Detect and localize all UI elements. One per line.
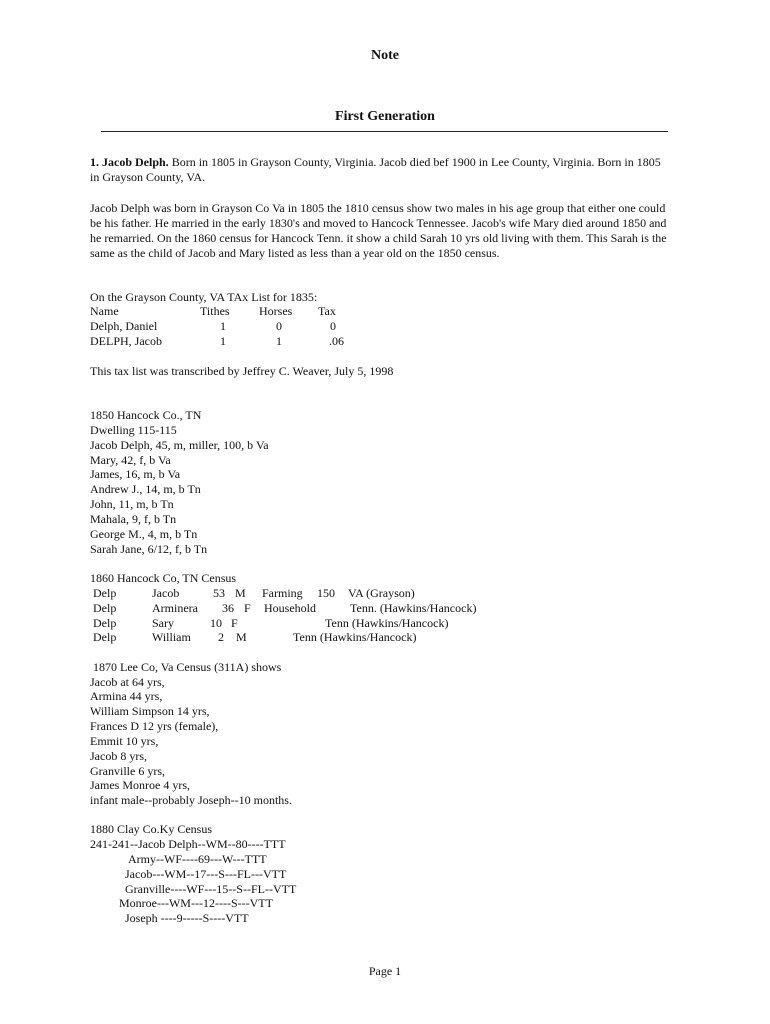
census-1870-line: Frances D 12 yrs (female), (90, 719, 219, 733)
tax-cell: 1 (276, 334, 282, 348)
census-1880-line: Joseph ----9-----S----VTT (125, 911, 249, 925)
census-1860-cell: Arminera (152, 601, 198, 615)
census-1860-cell: 2 (218, 630, 224, 644)
census-1860-cell: Jacob (152, 586, 180, 600)
census-1860-cell: VA (Grayson) (348, 586, 415, 600)
entry-summary (90, 155, 672, 185)
census-1860-cell: 36 (222, 601, 234, 615)
entry-summary-text: Born in 1805 in Grayson County, Virginia. Jacob died bef 1900 in Lee County, Virginia. Born in 1805 in Grayson County, VA. (90, 155, 661, 184)
section-title: First Generation (335, 109, 435, 124)
census-1880-line: Jacob---WM--17---S---FL---VTT (125, 867, 287, 881)
census-1870-line: Granville 6 yrs, (90, 764, 165, 778)
census-1850-line: Jacob Delph, 45, m, miller, 100, b Va (90, 438, 269, 452)
census-1880-line: Army--WF----69---W---TTT (128, 852, 267, 866)
census-1870-line: infant male--probably Joseph--10 months. (90, 793, 292, 807)
census-1850-line: 1850 Hancock Co., TN (90, 408, 202, 422)
census-1860-cell: M (235, 586, 246, 600)
census-1850-line: James, 16, m, b Va (90, 467, 181, 481)
tax-cell: Delph, Daniel (90, 319, 158, 333)
census-1870-line: Emmit 10 yrs, (90, 734, 159, 748)
tax-col-tax: Tax (318, 304, 336, 318)
tax-col-name: Name (90, 304, 119, 318)
census-1860-cell: Tenn (Hawkins/Hancock) (325, 616, 449, 630)
census-1860-heading: 1860 Hancock Co, TN Census (90, 571, 237, 585)
census-1860-cell: Delp (93, 616, 117, 630)
tax-list-credit: This tax list was transcribed by Jeffrey C. Weaver, July 5, 1998 (90, 364, 394, 378)
census-1850-line: Sarah Jane, 6/12, f, b Tn (90, 542, 208, 556)
census-1850-line: Andrew J., 14, m, b Tn (90, 482, 201, 496)
entry-narrative: Jacob Delph was born in Grayson Co Va in 1805 the 1810 census show two males in his age group that either one could be his father. He married in the early 1830's and moved to Hancock Tennessee. Jacob's wife Mary died around 1850 and he remarried. On the 1860 census for Hancock Tenn. it show a child Sarah 10 yrs old living with them. This Sarah is the same as the child of Jacob and Mary listed as less than a year old on the 1850 census. (90, 201, 667, 260)
census-1860-cell: M (236, 630, 247, 644)
census-1860-cell: Delp (93, 630, 117, 644)
census-1860-cell: Delp (93, 601, 117, 615)
census-1860-cell: Tenn. (Hawkins/Hancock) (350, 601, 477, 615)
census-1850-line: George M., 4, m, b Tn (90, 527, 198, 541)
census-1870-line: Jacob 8 yrs, (90, 749, 147, 763)
census-1860-cell: Sary (152, 616, 174, 630)
census-1860-cell: 10 (210, 616, 222, 630)
census-1880-line: 241-241--Jacob Delph--WM--80----TTT (90, 837, 286, 851)
census-1880-line: 1880 Clay Co.Ky Census (90, 822, 213, 836)
entry-name: 1. Jacob Delph. (90, 155, 169, 169)
census-1850-line: Mahala, 9, f, b Tn (90, 512, 177, 526)
census-1850-line: Mary, 42, f, b Va (90, 453, 171, 467)
census-1860-cell: Delp (93, 586, 117, 600)
page-number: Page 1 (368, 964, 402, 978)
tax-list-heading: On the Grayson County, VA TAx List for 1835: (90, 290, 318, 304)
tax-cell: .06 (329, 334, 344, 348)
census-1880-line: Monroe---WM---12----S---VTT (119, 896, 273, 910)
tax-cell: 0 (330, 319, 336, 333)
census-1860-cell: Household (264, 601, 316, 615)
census-1860-cell: Tenn (Hawkins/Hancock) (293, 630, 417, 644)
census-1860-cell: F (231, 616, 238, 630)
census-1860-cell: 150 (317, 586, 335, 600)
title-divider (101, 131, 668, 132)
census-1860-cell: 53 (213, 586, 225, 600)
census-1850-line: Dwelling 115-115 (90, 423, 177, 437)
census-1850-line: John, 11, m, b Tn (90, 497, 174, 511)
census-1860-cell: F (244, 601, 251, 615)
tax-col-horses: Horses (259, 304, 293, 318)
note-title: Note (371, 48, 399, 63)
tax-col-tithes: Tithes (200, 304, 230, 318)
tax-cell: DELPH, Jacob (90, 334, 162, 348)
census-1870-line: 1870 Lee Co, Va Census (311A) shows (90, 660, 282, 674)
census-1880-line: Granville----WF---15--S--FL--VTT (125, 882, 297, 896)
census-1860-cell: Farming (262, 586, 303, 600)
census-1860-cell: William (152, 630, 191, 644)
census-1870-line: Jacob at 64 yrs, (90, 675, 165, 689)
tax-cell: 1 (220, 334, 226, 348)
census-1870-line: Armina 44 yrs, (90, 689, 163, 703)
tax-cell: 1 (220, 319, 226, 333)
census-1870-line: James Monroe 4 yrs, (90, 778, 190, 792)
census-1870-line: William Simpson 14 yrs, (90, 704, 210, 718)
tax-cell: 0 (276, 319, 282, 333)
